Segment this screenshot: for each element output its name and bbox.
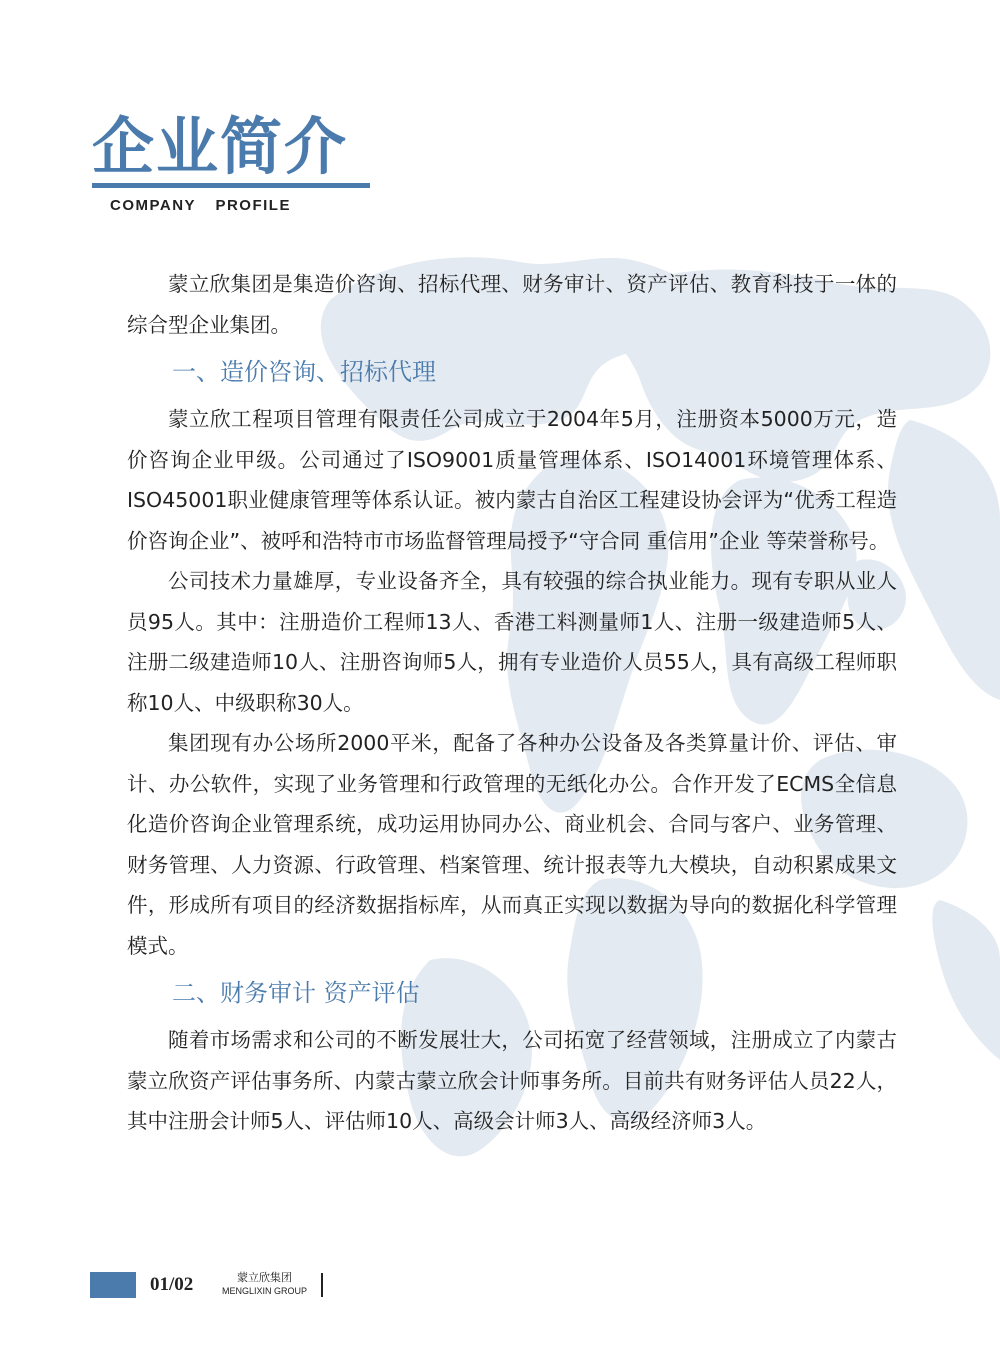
section-heading-audit-assessment: 二、财务审计 资产评估 bbox=[172, 979, 420, 1007]
paragraph-staff: 公司技术力量雄厚，专业设备齐全，具有较强的综合执业能力。现有专职从业人员95人。其中：注册造价工程师13人、香港工料测量师1人、注册一级建造师5人、注册二级建造师10人、注册咨询师5人，拥有专业造价人员55人，具有高级工程师职称10人、中级职称30人。 bbox=[127, 569, 897, 715]
title-underline bbox=[92, 183, 370, 188]
paragraph-audit-firms: 随着市场需求和公司的不断发展壮大，公司拓宽了经营领域，注册成立了内蒙古蒙立欣资产评估事务所、内蒙古蒙立欣会计师事务所。目前共有财务评估人员22人，其中注册会计师5人、评估师10人、高级会计师3人、高级经济师3人。 bbox=[127, 1028, 897, 1133]
section-heading-cost-consulting: 一、造价咨询、招标代理 bbox=[172, 358, 436, 386]
paragraph-company-overview: 蒙立欣工程项目管理有限责任公司成立于2004年5月，注册资本5000万元，造价咨询企业甲级。公司通过了ISO9001质量管理体系、ISO14001环境管理体系、ISO45001职业健康管理等体系认证。被内蒙古自治区工程建设协会评为“优秀工程造价咨询企业”、被呼和浩特市市场监督管理局授予“守合同 重信用”企业 等荣誉称号。 bbox=[127, 407, 897, 553]
footer-accent-block bbox=[90, 1272, 136, 1298]
paragraph-office-systems: 集团现有办公场所2000平米，配备了各种办公设备及各类算量计价、评估、审计、办公软件，实现了业务管理和行政管理的无纸化办公。合作开发了ECMS全信息化造价咨询企业管理系统，成功运用协同办公、商业机会、合同与客户、业务管理、财务管理、人力资源、行政管理、档案管理、统计报表等九大模块，自动积累成果文件，形成所有项目的经济数据指标库，从而真正实现以数据为导向的数据化科学管理模式。 bbox=[127, 731, 897, 958]
page-title-text: 企业简介 bbox=[92, 110, 349, 183]
page-number: 01/02 bbox=[150, 1274, 194, 1295]
intro-paragraph: 蒙立欣集团是集造价咨询、招标代理、财务审计、资产评估、教育科技于一体的综合型企业集团。 bbox=[127, 272, 897, 337]
page-subtitle: COMPANY PROFILE bbox=[110, 197, 291, 214]
brand-name-cn: 蒙立欣集团 bbox=[237, 1271, 292, 1284]
brand-name-en: MENGLIXIN GROUP bbox=[222, 1286, 308, 1296]
footer-brand bbox=[222, 1271, 307, 1298]
page-title bbox=[92, 112, 348, 182]
article-body bbox=[127, 264, 897, 1142]
footer-divider bbox=[321, 1273, 323, 1297]
